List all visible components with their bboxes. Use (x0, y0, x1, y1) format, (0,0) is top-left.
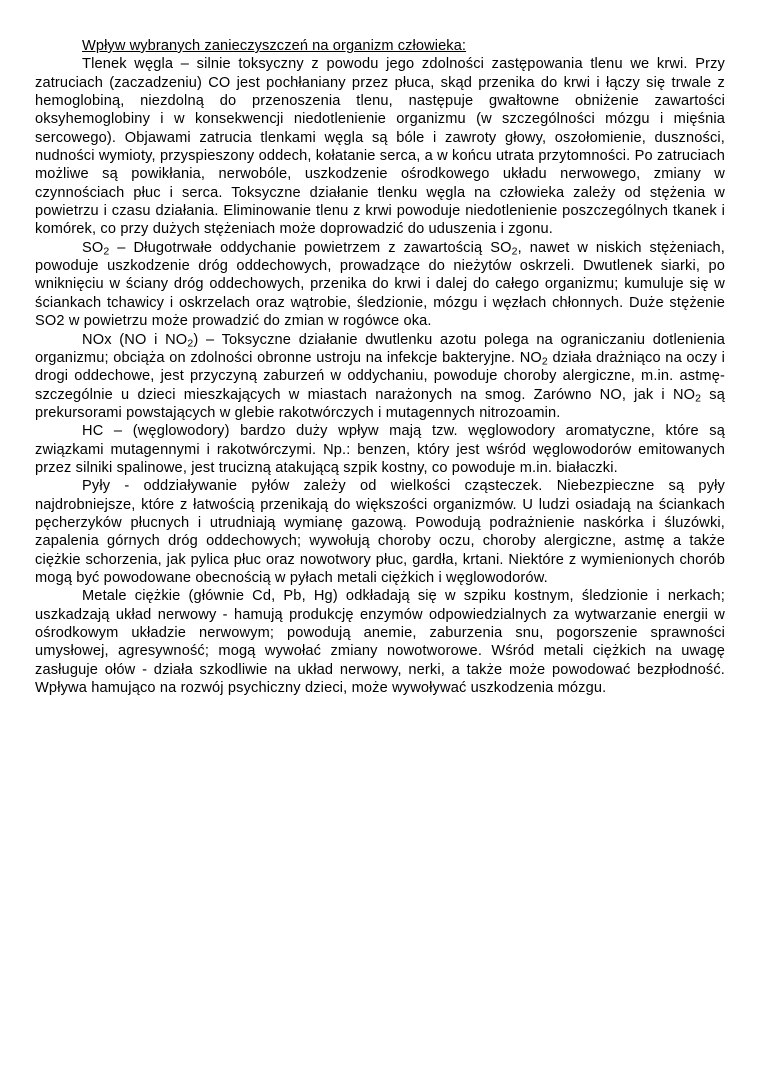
nox-lead-text: NOx (NO i NO (82, 331, 188, 348)
paragraph-hc (35, 422, 725, 477)
nox-body-text-end: są prekursorami powstających w glebie rakotwórczych i mutagennych nitrozoamin. (35, 386, 725, 421)
so2-body-text-cont: , nawet w niskich stężeniach, powoduje uszkodzenie dróg oddechowych, prowadzące do nieżytów oskrzeli. Dwutlenek siarki, po wniknięciu w ściany dróg oddechowych, przenika do krwi i dalej do całego organizmu; kumuluje się w ściankach tchawicy i oskrzelach oraz wątrobie, śledzionie, mózgu i węzłach chłonnych. Duże stężenie SO2 w powietrzu może prowadzić do zmian w rogówce oka. (35, 239, 725, 330)
nox-body-text: ) – Toksyczne działanie dwutlenku azotu polega na ograniczaniu dotlenienia organizmu; obciąża on zdolności obronne ustroju na infekcje bakteryjne. NO (35, 331, 725, 366)
subscript-2: 2 (187, 337, 194, 350)
paragraph-hc-text: HC – (węglowodory) bardzo duży wpływ mają tzw. węglowodory aromatyczne, które są związkami mutagennymi i rakotwórczymi. Np.: benzen, który jest wśród węglowodorów emitowanych przez silniki spalinowe, jest trucizną atakującą szpik kostny, co powoduje m.in. białaczki. (35, 423, 725, 476)
paragraph-pyly (35, 477, 725, 587)
subscript-2: 2 (103, 245, 110, 258)
paragraph-nox (35, 331, 725, 423)
subscript-2: 2 (511, 245, 518, 258)
nox-body-text-cont: działa drażniąco na oczy i drogi oddechowe, jest przyczyną zaburzeń w oddychaniu, powoduje choroby alergiczne, m.in. astmę-szczególnie u dzieci mieszkających w miastach narażonych na smog. Zarówno NO, jak i NO (35, 349, 725, 403)
so2-body-text: – Długotrwałe oddychanie powietrzem z zawartością SO (109, 239, 512, 256)
paragraph-metale-text: Metale ciężkie (głównie Cd, Pb, Hg) odkładają się w szpiku kostnym, śledzionie i nerkach; uszkadzają układ nerwowy - hamują produkcję enzymów odpowiedzialnych za wytwarzanie energii w ośrodkowym układzie nerwowym; powodują anemie, zaburzenia snu, pogorszenie sprawności umysłowej, agresywność; mogą wywołać zmiany nowotworowe. Wśród metali ciężkich na uwagę zasługuje ołów - działa szkodliwie na układ nerwowy, nerki, a także może powodować bezpłodność. Wpływa hamująco na rozwój psychiczny dzieci, może wywoływać uszkodzenia mózgu. (35, 588, 725, 697)
paragraph-so2 (35, 239, 725, 331)
paragraph-co-text: Tlenek węgla – silnie toksyczny z powodu jego zdolności zastępowania tlenu we krwi. Przy zatruciach (zaczadzeniu) CO jest pochłaniany przez płuca, skąd przenika do krwi i łączy się trwale z hemoglobiną, niezdolną do przenoszenia tlenu, następuje gwałtowne obniżenie zawartości oksyhemoglobiny i w konsekwencji niedotlenienie organizmu (w szczególności mózgu i mięśnia sercowego). Objawami zatrucia tlenkami węgla są bóle i zawroty głowy, oszołomienie, duszności, nudności wymioty, przyspieszony oddech, kołatanie serca, a w końcu utrata przytomności. Po zatruciach możliwe są powikłania, nerwobóle, uszkodzenie ośrodkowego układu nerwowego, zmiany w czynnościach płuc i serca. Toksyczne działanie tlenku węgla na człowieka zależy od stężenia w powietrzu i czasu działania. Eliminowanie tlenu z krwi powoduje niedotlenienie poszczególnych tkanek i komórek, co przy dużych stężeniach może doprowadzić do uduszenia i zgonu. (35, 56, 725, 238)
document-page (35, 37, 725, 697)
paragraph-co (35, 55, 725, 238)
subscript-2: 2 (695, 392, 702, 405)
paragraph-pyly-text: Pyły - oddziaływanie pyłów zależy od wielkości cząsteczek. Niebezpieczne są pyły najdrobniejsze, które z łatwością przenikają do większości organizmów. U ludzi osiadają na ściankach pęcherzyków płucnych i utrudniają wymianę gazową. Powodują podrażnienie naskórka i śluzówki, zapalenia górnych dróg oddechowych; wywołują choroby oczu, choroby alergiczne, astmę a także ciężkie schorzenia, jak pylica płuc oraz nowotwory płuc, gardła, krtani. Niektóre z wymienionych chorób mogą być powodowane obecnością w pyłach metali ciężkich i węglowodorów. (35, 478, 725, 586)
so2-lead-text: SO (82, 239, 104, 256)
paragraph-metale (35, 587, 725, 697)
subscript-2: 2 (541, 355, 548, 368)
document-title: Wpływ wybranych zanieczyszczeń na organizm człowieka: (82, 38, 467, 54)
